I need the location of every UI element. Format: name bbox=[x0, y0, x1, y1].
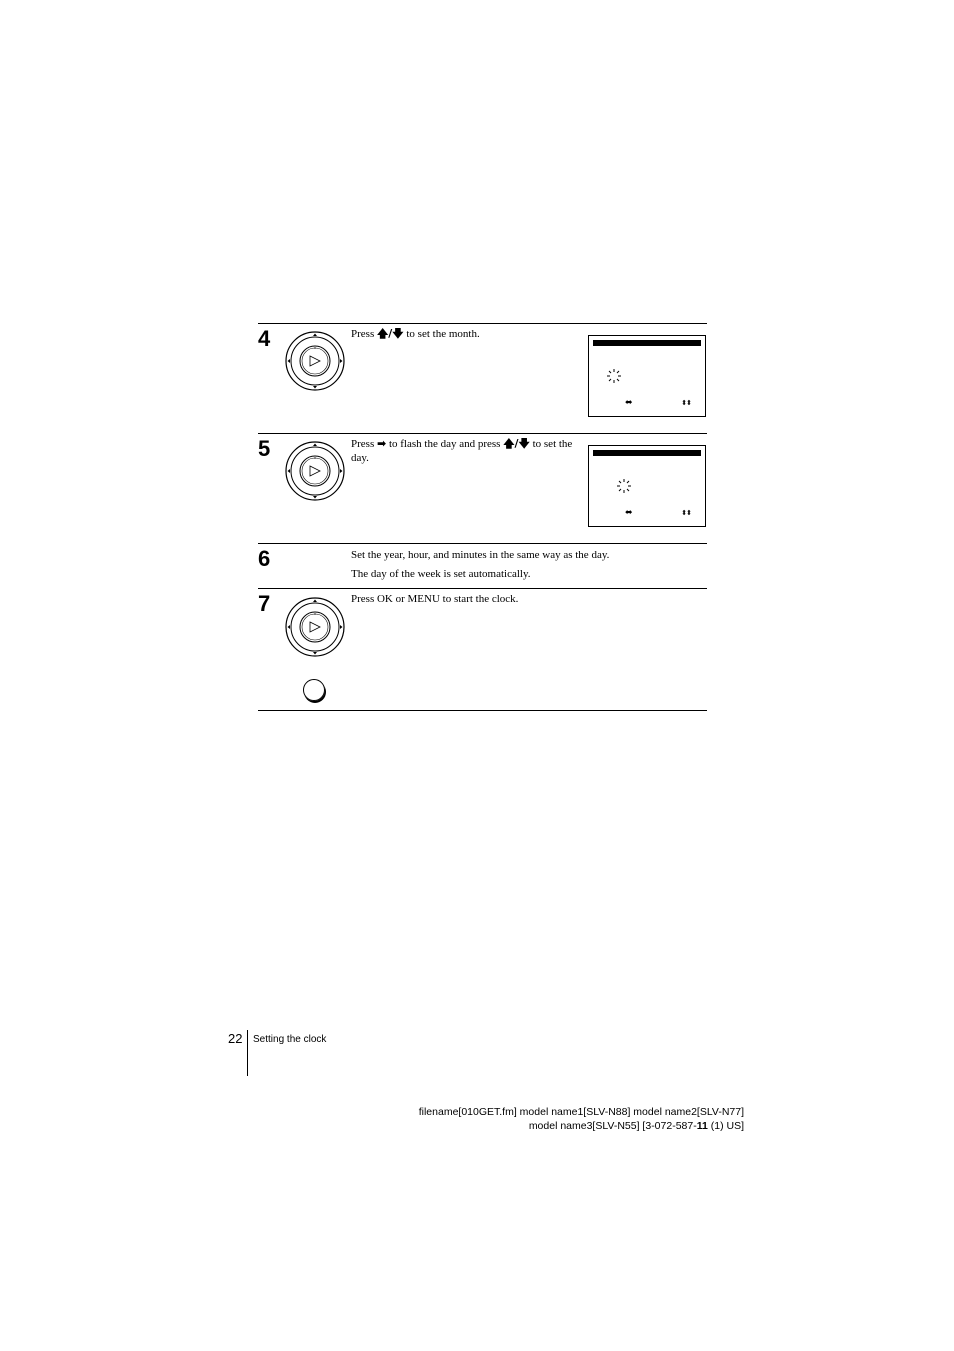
step-7-number: 7 bbox=[258, 591, 271, 616]
screen-title-bar bbox=[593, 340, 701, 346]
clock-set-screen-day bbox=[588, 445, 706, 527]
step-6-top-rule bbox=[258, 543, 707, 544]
step-5-number: 5 bbox=[258, 436, 271, 461]
file-info-line-2: model name3[SLV-N55] [3-072-587-11 (1) US] bbox=[528, 1120, 744, 1132]
screen-title-bar bbox=[593, 450, 701, 456]
file-info bbox=[419, 1105, 744, 1133]
remote-dial-icon bbox=[285, 597, 345, 657]
step-5-top-rule bbox=[258, 433, 707, 434]
step-7-top-rule bbox=[258, 588, 707, 589]
up-down-arrow-icon: ⬍⬍ bbox=[681, 509, 691, 517]
step-7-text: Press OK or MENU to start the clock. bbox=[351, 593, 519, 605]
left-right-arrow-icon: ⬌ bbox=[625, 508, 633, 518]
step-5-text: Press ➡ to flash the day and press 🡅/🡇 to set the day. bbox=[351, 437, 573, 464]
remote-dial-icon bbox=[285, 331, 345, 391]
up-down-arrow-icon: 🡅/🡇 bbox=[376, 327, 404, 340]
step-6-number: 6 bbox=[258, 546, 271, 571]
bottom-rule bbox=[258, 710, 707, 711]
remote-dial-icon bbox=[285, 441, 345, 501]
left-right-arrow-icon: ⬌ bbox=[625, 398, 633, 408]
page-number: 22 bbox=[228, 1031, 243, 1046]
step-4-top-rule bbox=[258, 323, 707, 324]
step-6-line-2: The day of the week is set automatically. bbox=[351, 568, 531, 580]
flashing-indicator-icon bbox=[616, 478, 632, 494]
right-arrow-icon: ➡ bbox=[376, 437, 387, 450]
clock-set-screen-month bbox=[588, 335, 706, 417]
file-info-line-1: filename[010GET.fm] model name1[SLV-N88] model name2[SLV-N77] bbox=[418, 1106, 744, 1118]
footer-divider bbox=[247, 1030, 248, 1076]
step-4-number: 4 bbox=[258, 326, 271, 351]
up-down-arrow-icon: ⬍⬍ bbox=[681, 399, 691, 407]
flashing-indicator-icon bbox=[606, 368, 622, 384]
step-4-text: Press 🡅/🡇 to set the month. bbox=[351, 327, 480, 340]
menu-button-icon bbox=[303, 679, 325, 701]
step-6-line-1: Set the year, hour, and minutes in the same way as the day. bbox=[351, 549, 610, 561]
section-title: Setting the clock bbox=[253, 1034, 327, 1045]
up-down-arrow-icon: 🡅/🡇 bbox=[503, 437, 530, 450]
